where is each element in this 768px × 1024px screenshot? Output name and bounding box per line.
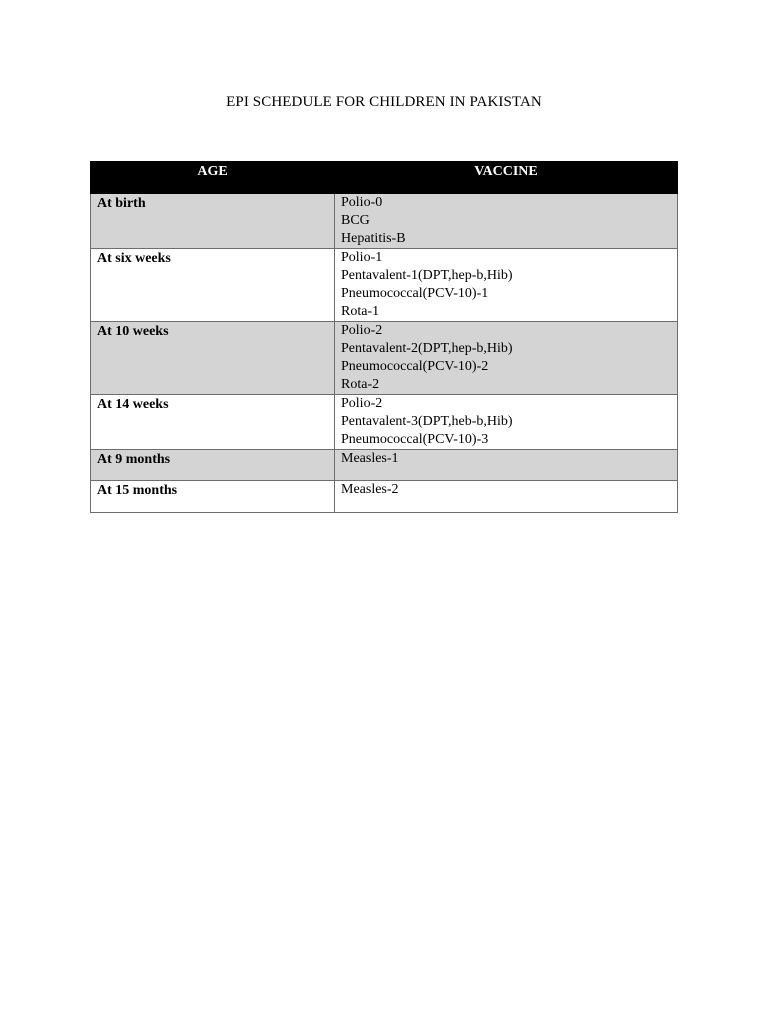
vaccine-cell — [335, 395, 678, 450]
column-header-age: AGE — [91, 162, 335, 194]
vaccine-item: Polio-1 — [341, 250, 383, 265]
table-row — [91, 249, 678, 322]
vaccine-cell — [335, 194, 678, 249]
epi-schedule-table — [90, 161, 678, 513]
vaccine-cell — [335, 450, 678, 481]
vaccine-item: Pentavalent-1(DPT,hep-b,Hib) — [341, 268, 513, 283]
vaccine-item: Pneumococcal(PCV-10)-1 — [341, 286, 489, 301]
vaccine-item: Polio-2 — [341, 323, 383, 338]
vaccine-cell — [335, 249, 678, 322]
vaccine-item: BCG — [341, 213, 370, 228]
age-cell: At 9 months — [91, 450, 335, 481]
vaccine-item: Hepatitis-B — [341, 231, 406, 246]
age-cell: At 14 weeks — [91, 395, 335, 450]
column-header-vaccine: VACCINE — [335, 162, 678, 194]
table-body — [91, 194, 678, 513]
vaccine-item: Pneumococcal(PCV-10)-2 — [341, 359, 489, 374]
vaccine-item: Measles-1 — [341, 451, 399, 466]
page-title: EPI SCHEDULE FOR CHILDREN IN PAKISTAN — [226, 94, 542, 110]
table-row — [91, 450, 678, 481]
table-header-row — [91, 162, 678, 194]
vaccine-item: Polio-0 — [341, 195, 383, 210]
age-cell: At birth — [91, 194, 335, 249]
age-cell: At 10 weeks — [91, 322, 335, 395]
table-row — [91, 194, 678, 249]
vaccine-item: Measles-2 — [341, 482, 399, 497]
vaccine-item: Pneumococcal(PCV-10)-3 — [341, 432, 489, 447]
vaccine-item: Polio-2 — [341, 396, 383, 411]
vaccine-cell — [335, 481, 678, 513]
table-header — [91, 162, 678, 194]
table-row — [91, 481, 678, 513]
vaccine-item: Pentavalent-2(DPT,hep-b,Hib) — [341, 341, 513, 356]
vaccine-item: Rota-1 — [341, 304, 380, 319]
vaccine-item: Pentavalent-3(DPT,heb-b,Hib) — [341, 414, 513, 429]
age-cell: At six weeks — [91, 249, 335, 322]
vaccine-item: Rota-2 — [341, 377, 380, 392]
table-row — [91, 322, 678, 395]
vaccine-cell — [335, 322, 678, 395]
table-row — [91, 395, 678, 450]
age-cell: At 15 months — [91, 481, 335, 513]
